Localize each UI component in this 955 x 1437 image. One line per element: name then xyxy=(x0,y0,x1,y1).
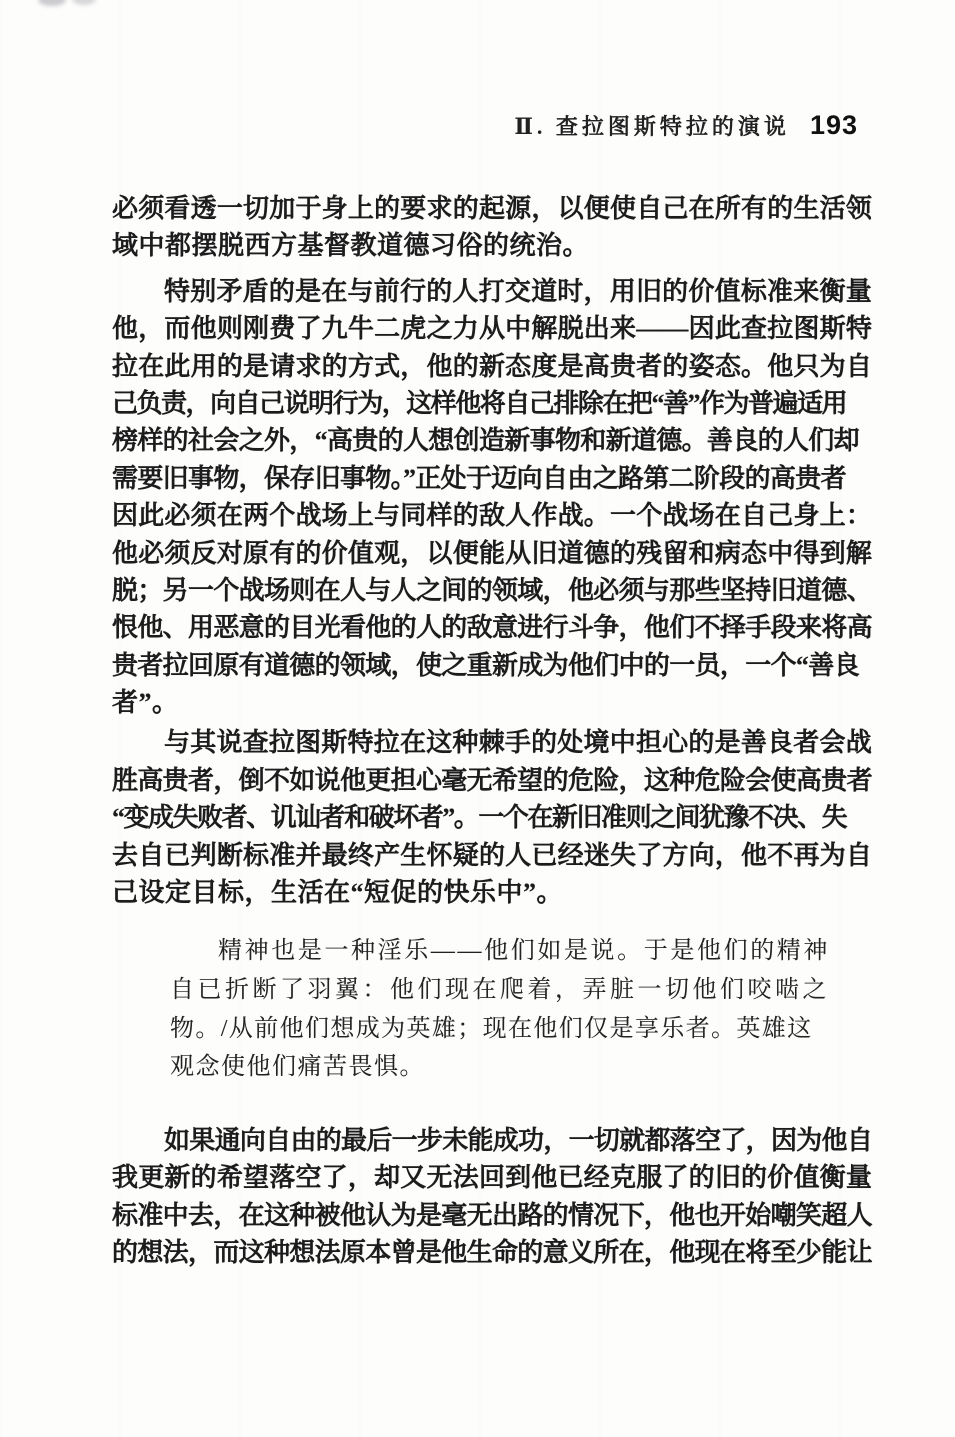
text-line: 的想法，而这种想法原本曾是他生命的意义所在，他现在将至少能让 xyxy=(112,1237,872,1267)
scan-smudge xyxy=(38,0,66,6)
text-line: 物。/从前他们想成为英雄；现在他们仅是享乐者。英雄这 xyxy=(170,1015,813,1042)
text-line: 恨他、用恶意的目光看他的人的敌意进行斗争，他们不择手段来将高 xyxy=(112,613,872,643)
text-line: 去自已判断标准并最终产生怀疑的人已经迷失了方向，他不再为自 xyxy=(112,840,873,870)
paragraph xyxy=(112,190,872,265)
scan-smudge xyxy=(72,0,96,5)
paragraph xyxy=(112,273,872,722)
page-number: 193 xyxy=(809,110,858,140)
text-line: 域中都摆脱西方基督教道德习俗的统治。 xyxy=(112,231,590,261)
text-line: 脱；另一个战场则在人与人之间的领域，他必须与那些坚持旧道德、 xyxy=(112,575,872,605)
text-line: 榜样的社会之外，“高贵的人想创造新事物和新道德。善良的人们却 xyxy=(112,426,859,456)
text-line: 观念使他们痛苦畏惧。 xyxy=(170,1054,425,1081)
text-line: 己设定目标，生活在“短促的快乐中”。 xyxy=(112,878,564,908)
text-line: 标准中去，在这种被他认为是毫无出路的情况下，他也开始嘲笑超人 xyxy=(112,1200,872,1230)
text-line: 如果通向自由的最后一步未能成功，一切就都落空了，因为他自 xyxy=(164,1125,873,1155)
text-line: “变成失败者、讥讪者和破坏者”。一个在新旧准则之间犹豫不决、失 xyxy=(112,803,847,833)
text-line: 胜高贵者，倒不如说他更担心毫无希望的危险，这种危险会使高贵者 xyxy=(112,765,872,795)
text-line: 贵者拉回原有道德的领域，使之重新成为他们中的一员，一个“善良 xyxy=(112,650,859,680)
text-line: 者”。 xyxy=(112,688,179,718)
text-line: 特别矛盾的是在与前行的人打交道时，用旧的价值标准来衡量 xyxy=(164,276,872,306)
running-header xyxy=(514,110,858,141)
page-body xyxy=(112,190,872,1271)
paragraph xyxy=(112,1122,872,1272)
quotation-block xyxy=(170,932,830,1086)
text-line: 自已折断了羽翼：他们现在爬着，弄脏一切他们咬啮之 xyxy=(170,977,830,1004)
text-line: 精神也是一种淫乐——他们如是说。于是他们的精神 xyxy=(218,938,831,965)
text-line: 需要旧事物，保存旧事物。”正处于迈向自由之路第二阶段的高贵者 xyxy=(112,463,846,493)
text-line: 他，而他则刚费了九牛二虎之力从中解脱出来——因此查拉图斯特 xyxy=(112,314,873,344)
text-line: 拉在此用的是请求的方式，他的新态度是高贵者的姿态。他只为自 xyxy=(112,351,873,381)
chapter-title: Ⅱ. 查拉图斯特拉的演说 xyxy=(514,114,790,139)
text-line: 与其说查拉图斯特拉在这种棘手的处境中担心的是善良者会战 xyxy=(164,728,872,758)
text-line: 我更新的希望落空了，却又无法回到他已经克服了的旧的价值衡量 xyxy=(112,1163,873,1193)
text-line: 必须看透一切加于身上的要求的起源，以便使自己在所有的生活领 xyxy=(112,194,873,223)
text-line: 因此必须在两个战场上与同样的敌人作战。一个战场在自己身上： xyxy=(112,501,873,531)
text-line: 己负责，向自己说明行为，这样他将自己排除在把“善”作为普遍适用 xyxy=(112,388,847,418)
paragraph xyxy=(112,724,872,911)
text-line: 他必须反对原有的价值观，以便能从旧道德的残留和病态中得到解 xyxy=(112,538,873,568)
